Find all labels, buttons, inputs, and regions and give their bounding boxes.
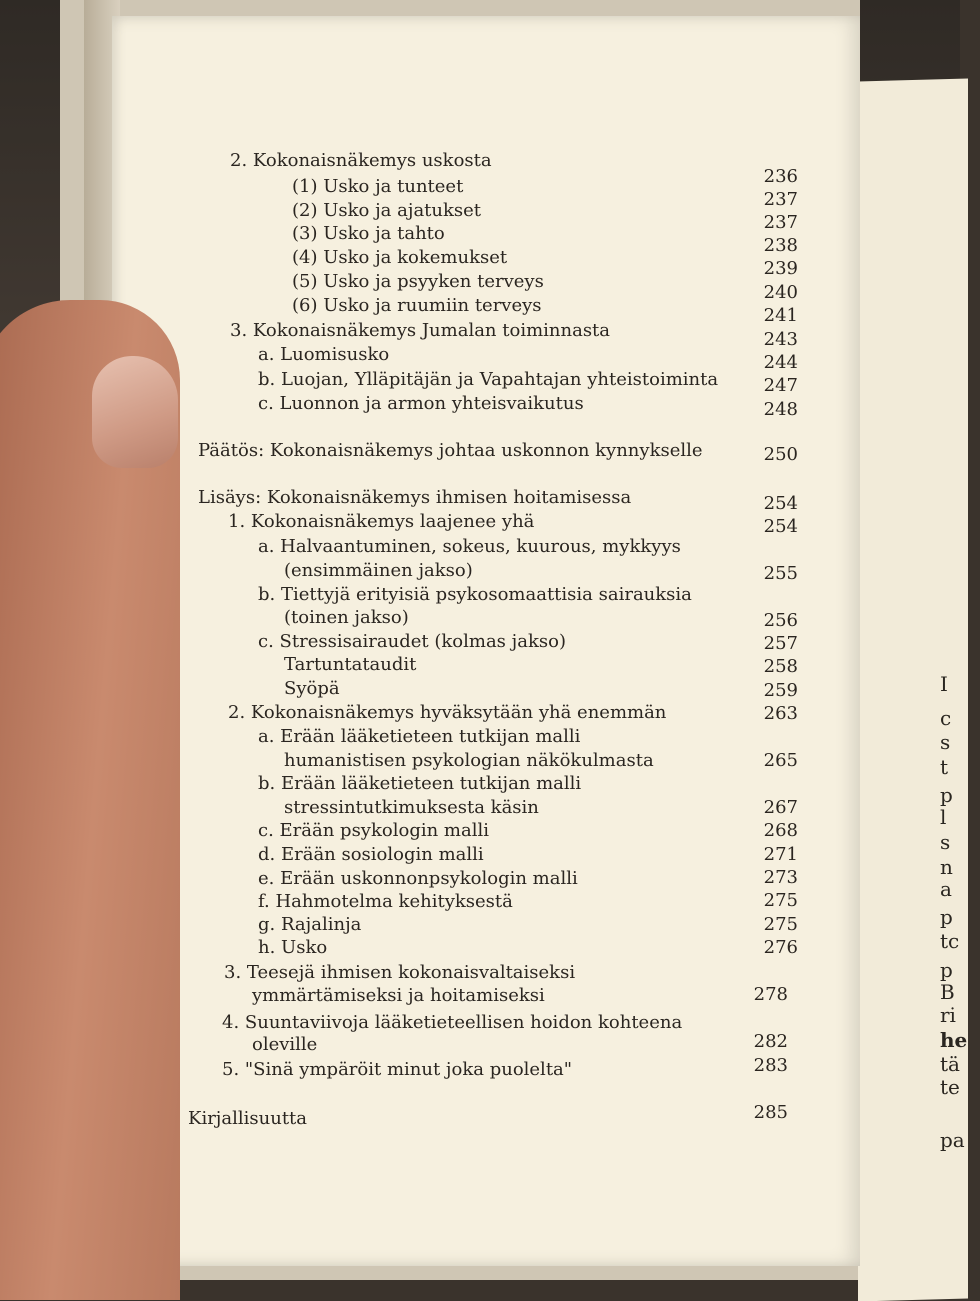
- toc-entry: (ensimmäinen jakso): [284, 560, 473, 581]
- toc-entry: Tartuntataudit: [284, 654, 417, 675]
- toc-entry: 2. Kokonaisnäkemys uskosta: [230, 150, 492, 171]
- toc-entry: e. Erään uskonnonpsykologin malli: [258, 868, 578, 889]
- toc-entry: c. Erään psykologin malli: [258, 820, 489, 841]
- toc-entry: (toinen jakso): [284, 607, 409, 628]
- toc-page-number: 250: [763, 444, 798, 465]
- thumb-nail: [92, 356, 178, 468]
- toc-page-number: 240: [763, 282, 798, 303]
- facing-letter: B: [940, 980, 955, 1004]
- toc-page-number: 283: [753, 1055, 788, 1076]
- facing-letter: te: [940, 1075, 960, 1099]
- toc-entry: 3. Teesejä ihmisen kokonaisvaltaiseksi: [224, 962, 576, 983]
- facing-letter: ri: [940, 1003, 956, 1027]
- facing-letter: he: [940, 1028, 968, 1052]
- toc-page-number: 248: [763, 399, 798, 420]
- toc-page-number: 267: [763, 797, 798, 818]
- table-of-contents: [112, 16, 860, 1266]
- facing-letter: tc: [940, 929, 960, 953]
- toc-page-number: 254: [763, 493, 798, 514]
- toc-page-number: 278: [753, 984, 788, 1005]
- facing-letter: t: [940, 755, 949, 779]
- toc-entry: oleville: [252, 1034, 318, 1055]
- toc-entry: ymmärtämiseksi ja hoitamiseksi: [252, 985, 545, 1006]
- facing-letter: s: [940, 730, 951, 754]
- toc-entry: 5. "Sinä ympäröit minut joka puolelta": [222, 1059, 573, 1080]
- toc-page-number: 271: [763, 844, 798, 865]
- book-page: [112, 16, 860, 1266]
- toc-entry: 1. Kokonaisnäkemys laajenee yhä: [228, 511, 535, 532]
- toc-entry: (2) Usko ja ajatukset: [292, 200, 482, 221]
- facing-letter: pa: [940, 1128, 965, 1152]
- facing-letter: a: [940, 877, 952, 901]
- toc-entry: (6) Usko ja ruumiin terveys: [292, 295, 542, 316]
- facing-letter: tä: [940, 1052, 960, 1076]
- facing-letter: l: [940, 805, 947, 829]
- toc-entry: 2. Kokonaisnäkemys hyväksytään yhä enemmän: [228, 702, 667, 723]
- toc-entry: c. Stressisairaudet (kolmas jakso): [258, 631, 566, 652]
- toc-entry: a. Halvaantuminen, sokeus, kuurous, mykkyys: [258, 536, 681, 557]
- facing-letter: p: [940, 905, 953, 929]
- toc-entry: c. Luonnon ja armon yhteisvaikutus: [258, 393, 584, 414]
- toc-entry: Lisäys: Kokonaisnäkemys ihmisen hoitamisessa: [198, 487, 632, 508]
- toc-entry: b. Luojan, Ylläpitäjän ja Vapahtajan yhteistoiminta: [258, 369, 719, 390]
- facing-letter: I: [940, 672, 948, 696]
- toc-entry: f. Hahmotelma kehityksestä: [258, 891, 513, 912]
- toc-entry: h. Usko: [258, 937, 328, 958]
- toc-entry: b. Tiettyjä erityisiä psykosomaattisia sairauksia: [258, 584, 692, 605]
- facing-letter: s: [940, 830, 951, 854]
- toc-page-number: 276: [763, 937, 798, 958]
- toc-page-number: 239: [763, 258, 798, 279]
- facing-letter: n: [940, 855, 953, 879]
- toc-page-number: 238: [763, 235, 798, 256]
- toc-page-number: 257: [763, 633, 798, 654]
- toc-entry: Päätös: Kokonaisnäkemys johtaa uskonnon kynnykselle: [198, 440, 703, 461]
- toc-page-number: 244: [763, 352, 798, 373]
- toc-page-number: 243: [763, 329, 798, 350]
- toc-entry: b. Erään lääketieteen tutkijan malli: [258, 773, 582, 794]
- toc-page-number: 247: [763, 375, 798, 396]
- toc-page-number: 282: [753, 1031, 788, 1052]
- toc-page-number: 263: [763, 703, 798, 724]
- facing-letter: p: [940, 783, 953, 807]
- toc-entry: g. Rajalinja: [258, 914, 362, 935]
- toc-page-number: 241: [763, 305, 798, 326]
- toc-page-number: 256: [763, 610, 798, 631]
- facing-letter: p: [940, 958, 953, 982]
- toc-page-number: 285: [753, 1102, 788, 1123]
- toc-entry: stressintutkimuksesta käsin: [284, 797, 539, 818]
- toc-entry: (1) Usko ja tunteet: [292, 176, 464, 197]
- toc-page-number: 265: [763, 750, 798, 771]
- facing-page-text: [940, 0, 980, 1280]
- toc-entry: humanistisen psykologian näkökulmasta: [284, 750, 654, 771]
- toc-entry: (5) Usko ja psyyken terveys: [292, 271, 544, 292]
- toc-page-number: 254: [763, 516, 798, 537]
- toc-entry: (4) Usko ja kokemukset: [292, 247, 508, 268]
- toc-page-number: 236: [763, 166, 798, 187]
- toc-page-number: 237: [763, 212, 798, 233]
- toc-page-number: 275: [763, 914, 798, 935]
- facing-letter: c: [940, 706, 952, 730]
- toc-entry: 4. Suuntaviivoja lääketieteellisen hoidon kohteena: [222, 1012, 683, 1033]
- toc-entry: (3) Usko ja tahto: [292, 223, 445, 244]
- toc-entry: 3. Kokonaisnäkemys Jumalan toiminnasta: [230, 320, 611, 341]
- toc-entry: a. Luomisusko: [258, 344, 390, 365]
- toc-entry: Kirjallisuutta: [188, 1108, 308, 1129]
- toc-page-number: 237: [763, 189, 798, 210]
- toc-page-number: 275: [763, 890, 798, 911]
- toc-entry: a. Erään lääketieteen tutkijan malli: [258, 726, 581, 747]
- toc-page-number: 255: [763, 563, 798, 584]
- toc-page-number: 268: [763, 820, 798, 841]
- toc-page-number: 273: [763, 867, 798, 888]
- toc-page-number: 259: [763, 680, 798, 701]
- toc-entry: Syöpä: [284, 678, 340, 699]
- toc-page-number: 258: [763, 656, 798, 677]
- toc-entry: d. Erään sosiologin malli: [258, 844, 484, 865]
